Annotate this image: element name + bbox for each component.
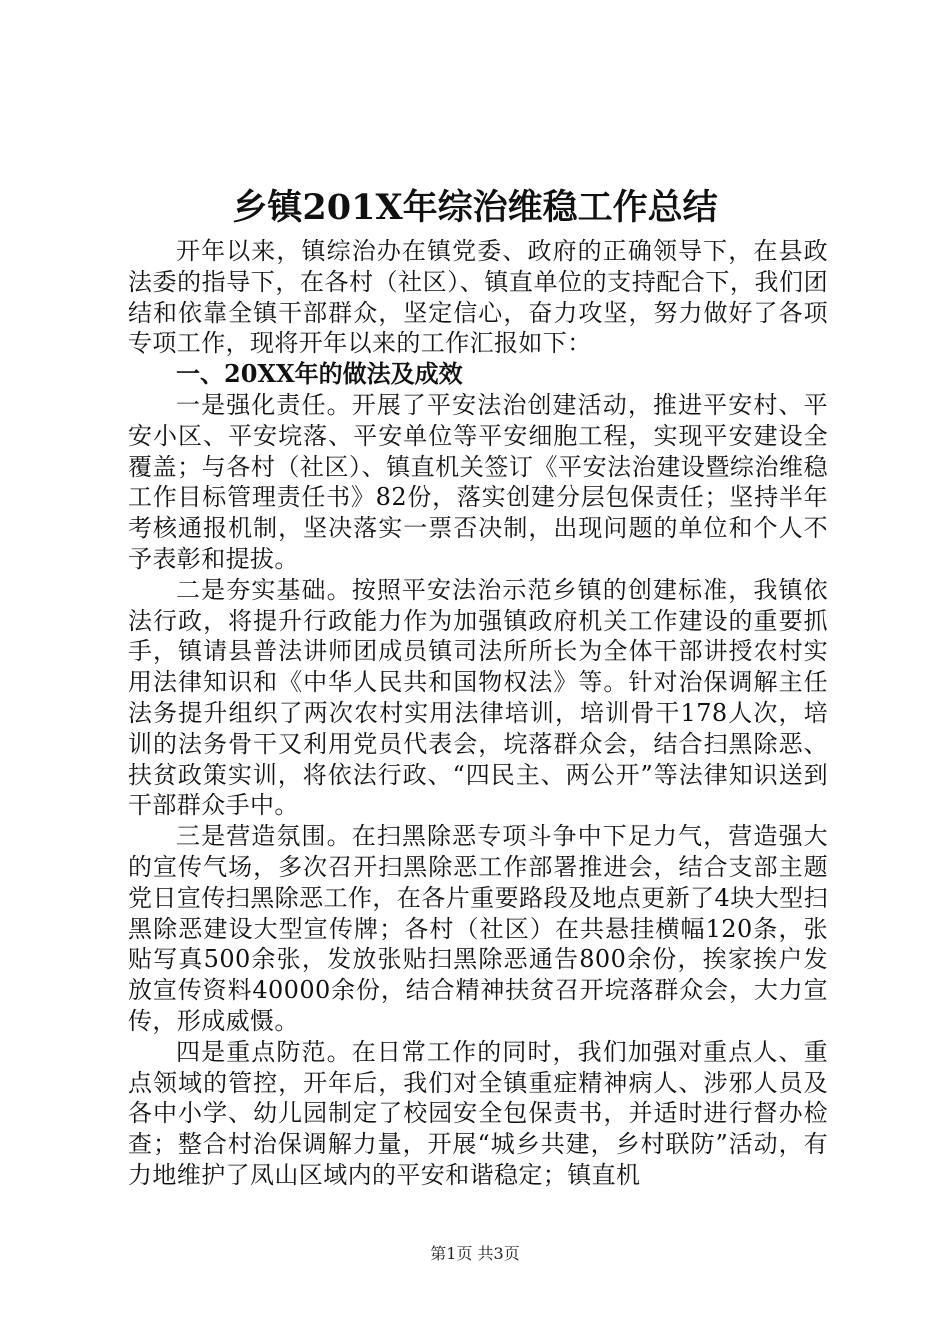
- page-number-footer: 第1页 共3页: [430, 1244, 520, 1263]
- paragraph-prevention: 四是重点防范。在日常工作的同时，我们加强对重点人、重点领域的管控，开年后，我们对全镇重症精神病人、涉邪人员及各中小学、幼儿园制定了校园安全包保责书，并适时进行督办检查；整合村治保调解力量，开展“城乡共建，乡村联防”活动，有力地维护了凤山区域内的平安和谐稳定；镇直机: [128, 1037, 828, 1189]
- section-heading: 一、20XX年的做法及成效: [176, 359, 463, 389]
- document-title: 乡镇201X年综治维稳工作总结: [232, 187, 718, 228]
- paragraph-atmosphere: 三是营造氛围。在扫黑除恶专项斗争中下足力气，营造强大的宣传气场，多次召开扫黑除恶工作部署推进会，结合支部主题党日宣传扫黑除恶工作，在各片重要路段及地点更新了4块大型扫黑除恶建设大型宣传牌；各村（社区）在共悬挂横幅120条，张贴写真500余张，发放张贴扫黑除恶通告800余份，挨家挨户发放宣传资料40000余份，结合精神扶贫召开垸落群众会，大力宣传，形成威慑。: [128, 822, 828, 1035]
- paragraph-responsibility: 一是强化责任。开展了平安法治创建活动，推进平安村、平安小区、平安垸落、平安单位等平安细胞工程，实现平安建设全覆盖；与各村（社区）、镇直机关签订《平安法治建设暨综治维稳工作目标管理责任书》82份，落实创建分层包保责任；坚持半年考核通报机制，坚决落实一票否决制，出现问题的单位和个人不予表彰和提拔。: [128, 390, 828, 573]
- intro-paragraph: 开年以来，镇综治办在镇党委、政府的正确领导下，在县政法委的指导下，在各村（社区）、镇直单位的支持配合下，我们团结和依靠全镇干部群众，坚定信心，奋力攻坚，努力做好了各项专项工作，现将开年以来的工作汇报如下：: [128, 237, 828, 358]
- document-body: [128, 236, 828, 1191]
- paragraph-foundation: 二是夯实基础。按照平安法治示范乡镇的创建标准，我镇依法行政，将提升行政能力作为加强镇政府机关工作建设的重要抓手，镇请县普法讲师团成员镇司法所所长为全体干部讲授农村实用法律知识和《中华人民共和国物权法》等。针对治保调解主任法务提升组织了两次农村实用法律培训，培训骨干178人次，培训的法务骨干又利用党员代表会，垸落群众会，结合扫黑除恶、扶贫政策实训，将依法行政、“四民主、两公开”等法律知识送到干部群众手中。: [128, 575, 828, 820]
